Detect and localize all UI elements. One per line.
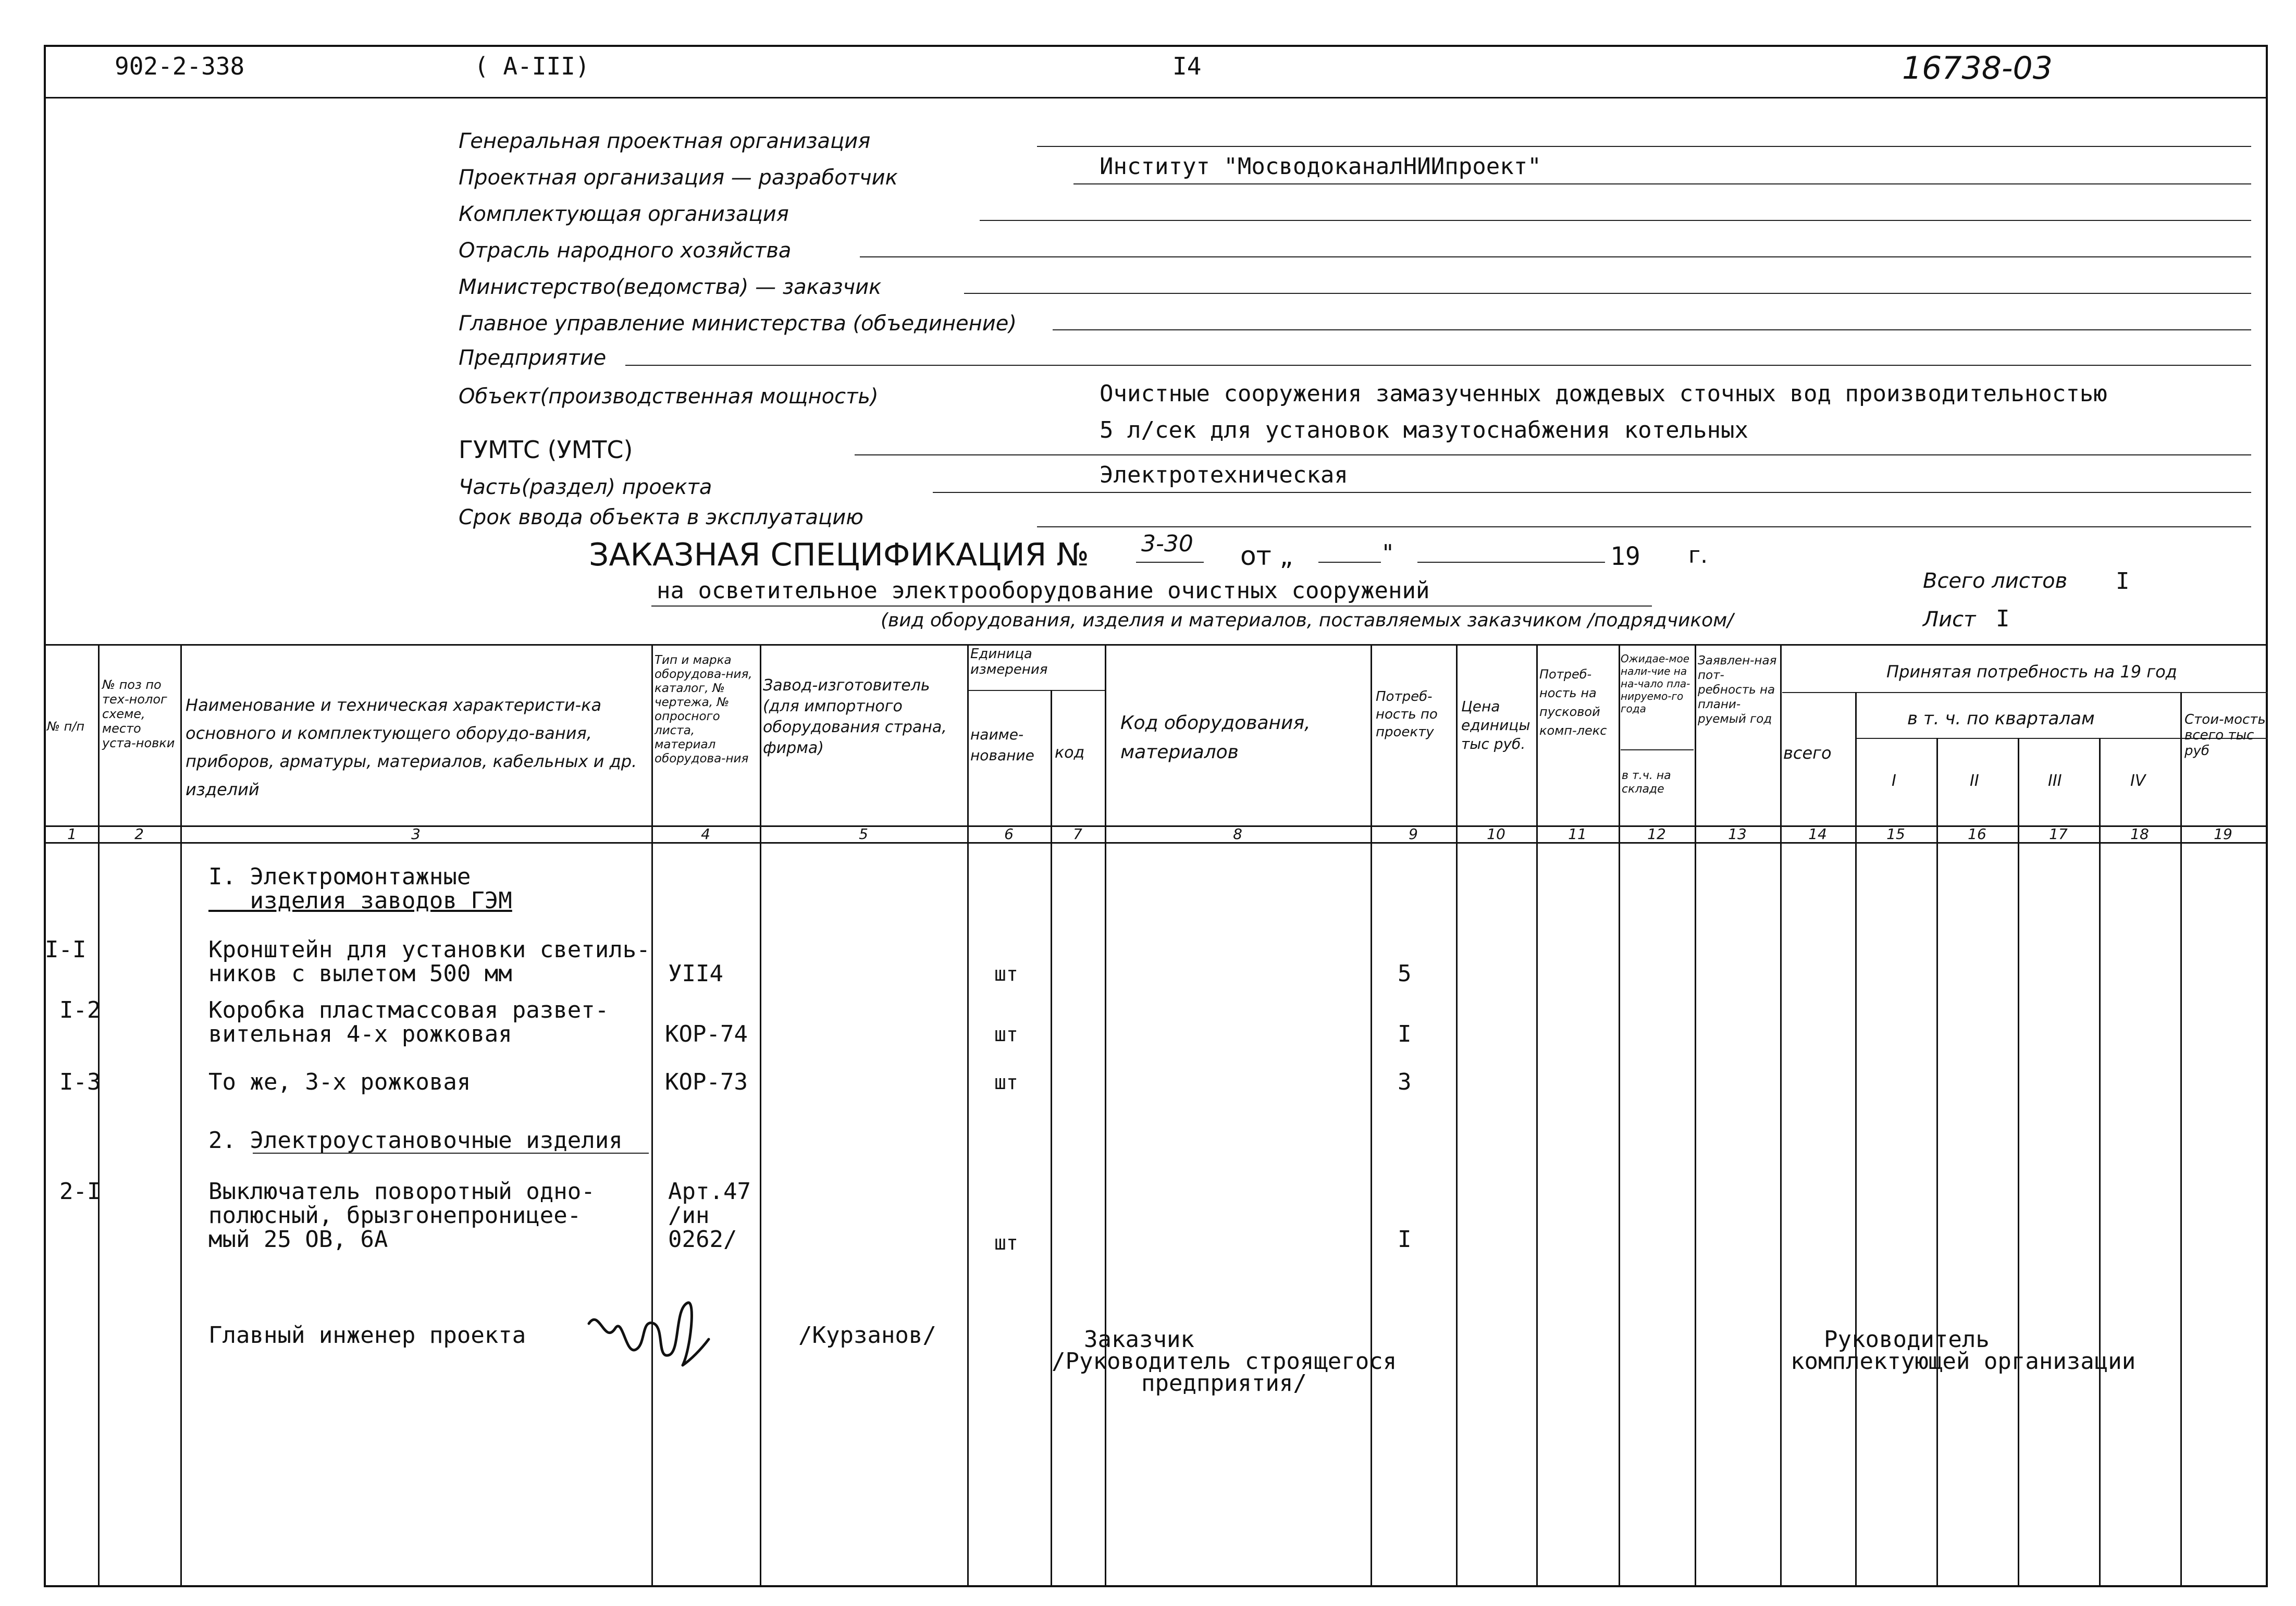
col-header-accepted: Принятая потребность на 19 год — [1886, 662, 2177, 682]
supplier-line1: Руководитель — [1824, 1326, 1990, 1353]
field-label-complete-org: Комплектующая организация — [459, 202, 789, 226]
col-header-cost: Стои-мость всего тыс руб — [2184, 712, 2266, 759]
row-quantity: 5 — [1398, 960, 1412, 987]
total-sheets-value: I — [2116, 568, 2130, 595]
field-label-ministry: Министерство(ведомства) — заказчик — [459, 275, 882, 299]
row-name-line2: полюсный, брызгонепроницее- — [208, 1202, 582, 1229]
field-value-object-line2: 5 л/сек для установок мазутоснабжения котельных — [1100, 417, 1749, 443]
col-header-unit: Единица измерения — [970, 646, 1048, 677]
row-type: КОР-73 — [665, 1069, 748, 1095]
col-header-price: Цена единицы тыс руб. — [1461, 698, 1530, 752]
row-name-line3: мый 25 ОВ, 6А — [208, 1226, 388, 1253]
col-header-q3: III — [2048, 772, 2062, 790]
col-number-6: 6 — [1004, 825, 1014, 843]
section-title-line1: I. Электромонтажные — [208, 863, 471, 890]
row-quantity: 3 — [1398, 1069, 1412, 1095]
col-number-2: 2 — [134, 825, 144, 843]
col-header-expected-stock: в т.ч. на складе — [1622, 769, 1671, 796]
supplier-line2: комплектующей организации — [1791, 1348, 2136, 1375]
col-number-9: 9 — [1409, 825, 1418, 843]
section-title-underline — [253, 1153, 649, 1154]
title-subtitle: на осветительное электрооборудование очистных сооружений — [657, 577, 1430, 604]
project-code: 902-2-338 — [115, 52, 245, 80]
row-name-line1: То же, 3-х рожковая — [208, 1069, 471, 1095]
row-unit: шт — [994, 1023, 1018, 1046]
chief-engineer-name: /Курзанов/ — [798, 1322, 936, 1349]
row-unit: шт — [994, 1071, 1018, 1094]
field-value-project-part: Электротехническая — [1100, 462, 1348, 488]
col-number-16: 16 — [1968, 825, 1986, 843]
col-header-position: № поз по тех-нолог схеме, место уста-новки — [102, 677, 175, 750]
title-year-suffix: г. — [1688, 542, 1708, 569]
row-unit: шт — [994, 962, 1018, 985]
sheet-number: I4 — [1172, 52, 1202, 80]
row-number: I-I — [45, 936, 87, 963]
field-label-main-department: Главное управление министерства (объединение) — [459, 312, 1017, 336]
row-number: 2-I — [59, 1178, 101, 1205]
row-type: КОР-74 — [665, 1021, 748, 1047]
col-number-3: 3 — [411, 825, 421, 843]
top-strip-divider — [44, 97, 2268, 98]
field-label-object: Объект(производственная мощность) — [459, 385, 879, 409]
field-value-developer: Институт "МосводоканалНИИпроект" — [1100, 153, 1541, 180]
field-label-enterprise: Предприятие — [459, 346, 607, 370]
field-label-project-part: Часть(раздел) проекта — [459, 475, 712, 499]
field-label-gumts: ГУМТС (УМТС) — [459, 436, 633, 464]
col-number-4: 4 — [701, 825, 710, 843]
row-number: I-2 — [59, 997, 101, 1023]
total-sheets-label: Всего листов — [1923, 569, 2068, 593]
field-label-developer: Проектная организация — разработчик — [459, 166, 898, 190]
col-number-12: 12 — [1647, 825, 1666, 843]
col-number-14: 14 — [1808, 825, 1827, 843]
col-header-need: Потреб-ность по проекту — [1376, 689, 1438, 740]
col-header-total: всего — [1783, 743, 1832, 763]
sheet-label: Лист — [1923, 608, 1976, 632]
col-header-code: Код оборудования, материалов — [1120, 712, 1311, 763]
col-number-1: 1 — [67, 825, 77, 843]
col-number-10: 10 — [1487, 825, 1505, 843]
field-label-general-org: Генеральная проектная организация — [459, 129, 871, 153]
title-from: от „ — [1240, 541, 1293, 571]
col-number-15: 15 — [1886, 825, 1905, 843]
row-quantity: I — [1398, 1226, 1412, 1253]
section-title-line1: 2. Электроустановочные изделия — [208, 1127, 623, 1154]
handwritten-signature — [584, 1287, 719, 1376]
title-subnote: (вид оборудования, изделия и материалов, поставляемых заказчиком /подрядчиком/ — [881, 610, 1734, 631]
customer-line3: предприятия/ — [1141, 1370, 1307, 1397]
row-number: I-3 — [59, 1069, 101, 1095]
row-name-line1: Выключатель поворотный одно- — [208, 1178, 595, 1205]
col-header-q2: II — [1970, 772, 1979, 790]
col-number-8: 8 — [1233, 825, 1242, 843]
col-header-launch: Потреб-ность на пусковой комп-лекс — [1539, 667, 1607, 738]
field-label-commissioning: Срок ввода объекта в эксплуатацию — [459, 505, 863, 529]
col-header-unit-code: код — [1055, 744, 1085, 762]
document-number: 16738-03 — [1902, 50, 2053, 87]
col-header-quarters: в т. ч. по кварталам — [1907, 708, 2095, 729]
section-title-line2: изделия заводов ГЭМ — [208, 887, 512, 914]
col-header-expected: Ожидае-мое нали-чие на на-чало пла-нируемо-го года — [1621, 652, 1690, 715]
col-header-type: Тип и марка оборудова-ния, каталог, № чертежа, № опросного листа, материал оборудова-ния — [655, 653, 752, 765]
title-quote: " — [1381, 540, 1395, 566]
title-number: 3-30 — [1141, 530, 1193, 557]
row-unit: шт — [994, 1231, 1018, 1254]
col-number-19: 19 — [2214, 825, 2232, 843]
col-number-17: 17 — [2049, 825, 2068, 843]
row-type: УII4 — [668, 960, 723, 987]
row-name-line2: вительная 4-х рожковая — [208, 1021, 512, 1047]
sheet-value: I — [1996, 606, 2010, 632]
row-name-line1: Коробка пластмассовая развет- — [208, 997, 609, 1023]
title-main: ЗАКАЗНАЯ СПЕЦИФИКАЦИЯ № — [589, 537, 1089, 573]
field-label-economy-branch: Отрасль народного хозяйства — [459, 239, 792, 263]
col-number-18: 18 — [2130, 825, 2149, 843]
customer-line1: Заказчик — [1084, 1326, 1194, 1353]
col-header-q1: I — [1892, 772, 1896, 790]
title-year: 19 — [1610, 542, 1640, 571]
col-header-q4: IV — [2130, 772, 2146, 790]
col-header-no: № п/п — [47, 719, 85, 734]
chief-engineer-label: Главный инженер проекта — [208, 1322, 526, 1349]
col-number-11: 11 — [1568, 825, 1587, 843]
customer-line2: /Руководитель строящегося — [1052, 1348, 1397, 1375]
row-type-line3: 0262/ — [668, 1226, 737, 1253]
col-number-7: 7 — [1073, 825, 1082, 843]
col-number-5: 5 — [859, 825, 868, 843]
col-header-name: Наименование и техническая характеристи-ка основного и комплектующего оборудо-вания, приборов, арматуры, материалов, кабельных и др. изделий — [186, 695, 637, 799]
col-header-declared: Заявлен-ная пот-ребность на плани-руемый год — [1698, 654, 1777, 726]
row-name-line1: Кронштейн для установки светиль- — [208, 936, 650, 963]
col-number-13: 13 — [1728, 825, 1747, 843]
col-header-manufacturer: Завод-изготовитель (для импортного оборудования страна, фирма) — [763, 676, 947, 757]
series-code: ( А-III) — [474, 52, 590, 80]
row-name-line2: ников с вылетом 500 мм — [208, 960, 512, 987]
field-value-object-line1: Очистные сооружения замазученных дождевых сточных вод производительностью — [1100, 380, 2107, 407]
row-type-line2: /ин — [668, 1202, 710, 1229]
row-quantity: I — [1398, 1021, 1412, 1047]
col-header-unit-name: наиме-нование — [970, 726, 1034, 764]
row-type-line1: Арт.47 — [668, 1178, 751, 1205]
